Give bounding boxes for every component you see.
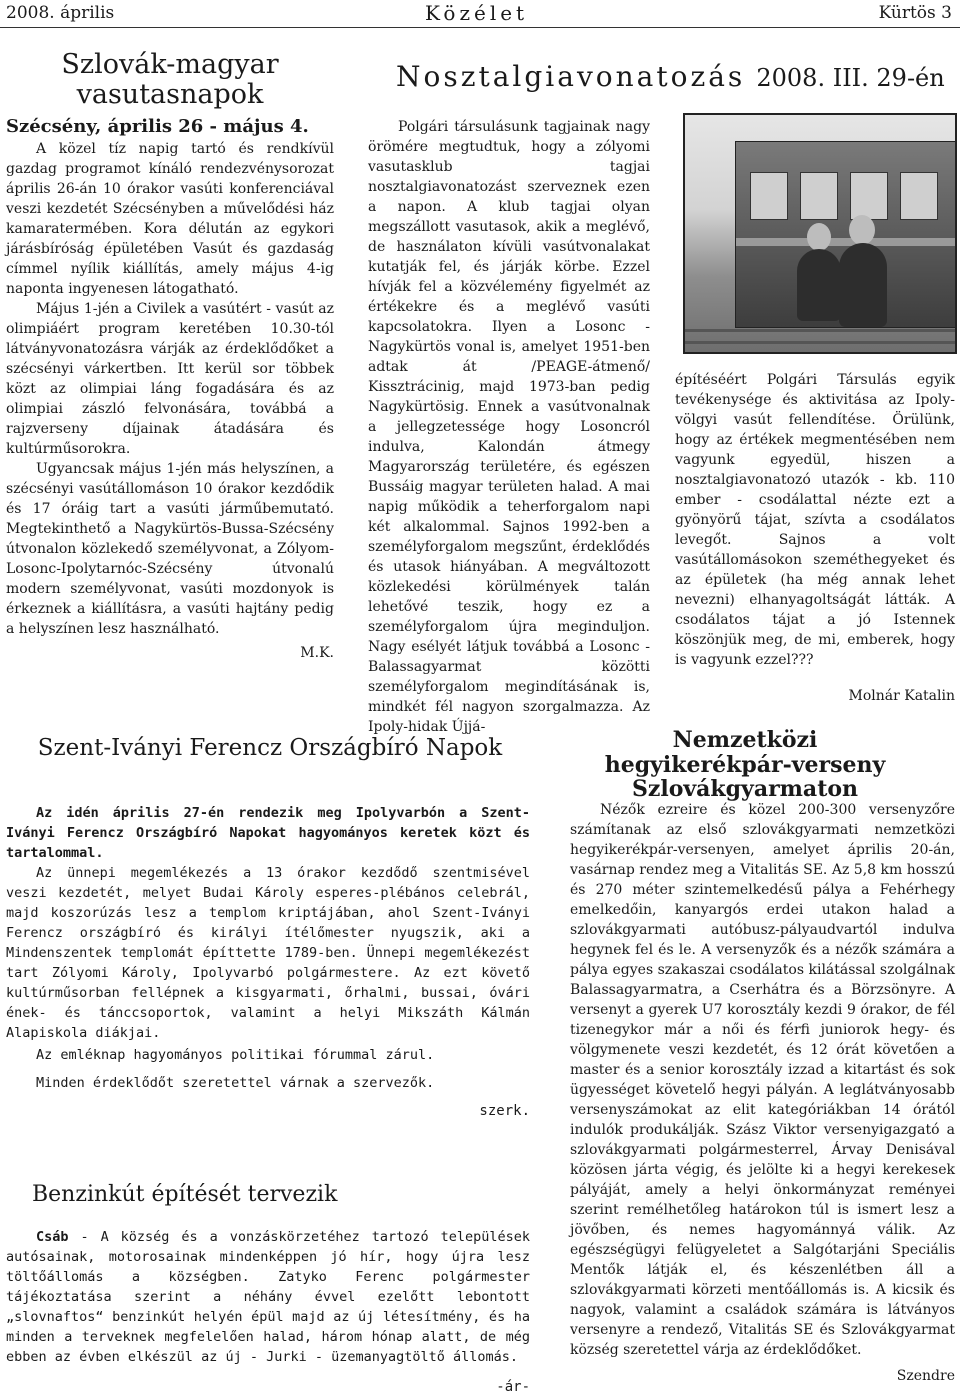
train-photo — [683, 113, 957, 354]
signature: M.K. — [300, 645, 334, 662]
header-date: 2008. április — [6, 3, 115, 23]
person-figure — [797, 249, 841, 321]
article-body — [570, 800, 955, 1386]
signature: szerk. — [479, 1103, 530, 1119]
header-section: Közélet — [425, 1, 529, 25]
lead-word: Csáb — [36, 1229, 69, 1245]
article-title: Szent-Iványi Ferencz Országbíró Napok — [37, 735, 503, 761]
paragraph — [6, 1227, 530, 1367]
article-title: Nemzetközi hegyikerékpár-verseny Szlovákgyarmaton — [604, 727, 886, 803]
header-page: Kürtös 3 — [878, 3, 952, 23]
article-title: Nosztalgiavonatozás — [396, 60, 746, 93]
article-title: Benzinkút építését tervezik — [32, 1182, 338, 1207]
article-vasutasnapok — [6, 50, 334, 661]
article-column — [675, 370, 955, 706]
paragraph: Az ünnepi megemlékezés a 13 órakor kezdődő szentmisével veszi kezdetét, melyet Budai Károly esperes-plébános celebrál, majd koszorúzás lesz a templom kriptájában, ahol Szent-Iványi Ferencz országbíró és királyi ítélőmester nyugszik, aki a Mindenszentek templomát építtette 1789-ben. Ünnepi megemlékezést tart Zólyomi Károly, Ipolyvarbó polgármestere. Az ezt követő kultúrműsorban fellépnek a kisgyarmati, őrhalmi, bussai, óvári ének- és tánccsoportok, valamint a helyi Mikszáth Kálmán Alapiskola diákjai. — [6, 865, 530, 1041]
article-title-date: 2008. III. 29-én — [756, 64, 945, 92]
paragraph: Az emléknap hagyományos politikai fórummal zárul. — [36, 1047, 435, 1063]
paragraph: Ugyancsak május 1-jén más helyszínen, a szécsényi vasútállomáson 10 órakor kezdődik és 17 óráig tart a vasúti járműbemutató. Megtekinthető a Nagykürtös-Bussa-Szécsény útvonalon közlekedő személyvonat, a Zólyom-Losonc-Ipolytarnóc-Szécsény útvonalú modern személyvonat, vasúti mozdonyok is érkeznek a kiállításra, a vasúti hajtány pedig a helyszínen lesz használható. — [6, 461, 334, 638]
paragraph: építéséért Polgári Társulás egyik tevékenysége és aktivitása az Ipoly-völgyi vasút fellendítése. Örülünk, hogy az értékek megmentésében nem vagyunk egyedül, hiszen a nosztalgiavonatozó utazók - kb. 110 ember - csodálattal nézte ezt a gyönyörű tájat, szívta a csodálatos levegőt. Sajnos a volt vasútállomásokon szeméthegyeket és az épületek (ha még annak lehet nevezni) elhanyagoltságát látták. A csodálatos tájat a jó Istennek köszönjük meg, de mi, emberek, hogy is vagyunk ezzel??? — [675, 372, 955, 668]
signature: Szendre — [896, 1368, 955, 1384]
article-body — [6, 1227, 530, 1397]
article-title: Szlovák-magyar vasutasnapok — [61, 49, 279, 111]
paragraph: A közel tíz napig tartó és rendkívül gazdag programot kínáló rendezvénysorozat április 26-án 10 órakor vasúti konferenciával veszi kezdetét Szécsényben a művelődési ház kamaratermében. Kora délután az egykori járásbíróság épületében Vasút és gazdaság címmel nyílik kiállítás, amely május 4-ig naponta ingyenesen látogatható. — [6, 141, 334, 298]
lead-paragraph: Az idén április 27-én rendezik meg Ipolyvarbón a Szent-Iványi Ferencz Országbíró Napokat hagyományos keretek közt és tartalommal. — [6, 805, 530, 861]
signature: -ár- — [496, 1379, 530, 1395]
header-rule — [0, 27, 960, 28]
article-title-line — [396, 60, 945, 93]
signature: Molnár Katalin — [848, 688, 955, 704]
article-body — [6, 803, 530, 1121]
paragraph: Minden érdeklődőt szeretettel várnak a szervezők. — [36, 1075, 435, 1091]
paragraph-text: - A község és a vonzáskörzetéhez tartozó települések autósainak, motorosainak mindenképpen jó hír, hogy újra lesz töltőállomás a községben. Zatyko Ferenc polgármester tájékoztatása szerint a néhány évvel ezelőtt lebontott „slovnaftos“ benzinkút helyén épül majd az új létesítmény, és ha minden a terveknek megfelelően halad, három hónap alatt, de még ebben az évben elkészül az új - Jurki - üzemanyagtöltő állomás. — [6, 1229, 530, 1365]
article-subtitle: Szécsény, április 26 - május 4. — [6, 116, 309, 138]
paragraph: Nézők ezreire és közel 200-300 versenyzőre számítanak az első szlovákgyarmati nemzetközi hegyikerékpár-versenyen, amelyet április 20-án, vasárnap rendez meg a Vitalitás SE. Az 5,8 km hosszú és 270 méter szintemelkedésű pálya a Fehérhegy emelkedőin, kanyargós erdei utakon halad a szlovákgyarmati autóbusz-pályaudvartól indulva hegynek fel és le. A versenyzők és a nézők számára a pálya egyes szakaszai csodálatos kilátással szolgálnak Balassagyarmatra, a Cserhátra és a Börzsönyre. A versenyt a gyerek U7 korosztály kezdi 9 órakor, de fél tizenegykor már a női és férfi juniorok hegy- és völgymenete veszi kezdetét, és 12 órát követően a master és a senior korosztály izzad a kitartást és sok ügyességet követelő hegyi pályán. A leglátványosabb versenyszámokat az elit kategóriákban 14 órától indulók produkálják. Szász Viktor versenyigazgató a szlovákgyarmati polgármesterrel, Árvay Denisával közösen járta végig, és jelölte ki a hegyi kerekesek pályáját, amely a helyi önkormányzat reményei szerint remélhetőleg határokon túl is ismert lesz a jövőben, és nemes hagyománnyá válik. Az egészségügyi felügyeletet a Salgótarjáni Speciális Mentők látják el, és készenlétben áll a szlovákgyarmati körzeti mentőállomás is. A kicsik és nagyok, valamint a családok számára is látványos versenyre a rendező, Vitalitás SE és Szlovákgyarmat község szeretettel várja az érdeklődőket. — [570, 802, 955, 1358]
paragraph: Május 1-jén a Civilek a vasútért - vasút az olimpiáért program keretében 10.30-tól látványvonatozásra várják az érdeklődőket a szécsényi várkertben. Itt kerül sor többek közt az olimpiai láng fogadására és az olimpiai zászló felvonására, továbbá a rajzverseny díjainak átadására és kultúrműsorokra. — [6, 301, 334, 458]
article-column — [368, 117, 650, 737]
paragraph: Polgári társulásunk tagjainak nagy örömére megtudtuk, hogy a zólyomi vasutasklub tagjai nosztalgiavonatozást szerveznek ezen a napon. A klub tagjai olyan megszállott vasutasok, akik a meglévő, de használaton kívüli vasútvonalakat kutatják fel, és járják körbe. Ezzel hívják fel a közvélemény figyelmét az értékekre és a meglévő vasúti kapcsolatokra. Ilyen a Losonc - Nagykürtös vonal is, amelyet 1951-ben adtak át /PEAGE-átmenő/ Kissztrácinig, majd 1973-ban pedig Nagykürtösig. Ennek a vasútvonalnak a jellegzetessége hogy Losoncról indulva, Kalondán átmegy Magyarország területére, és egészen Bussáig magyar területen halad. A mai napig működik a teherforgalom napi két alkalommal. Sajnos 1992-ben a személyforgalom megszűnt, érdeklődés és utasok hiányában. A megváltozott közlekedési körülmények talán lehetővé teszik, hogy ez a személyforgalom újra meginduljon. Nagy esélyét látjuk továbbá a Losonc - Balassagyarmat közötti személyforgalom megindításának is, mindkét fél nagyon szorgalmazza. Az Ipoly-hidak Újjá- — [368, 119, 650, 735]
person-figure — [839, 243, 887, 327]
